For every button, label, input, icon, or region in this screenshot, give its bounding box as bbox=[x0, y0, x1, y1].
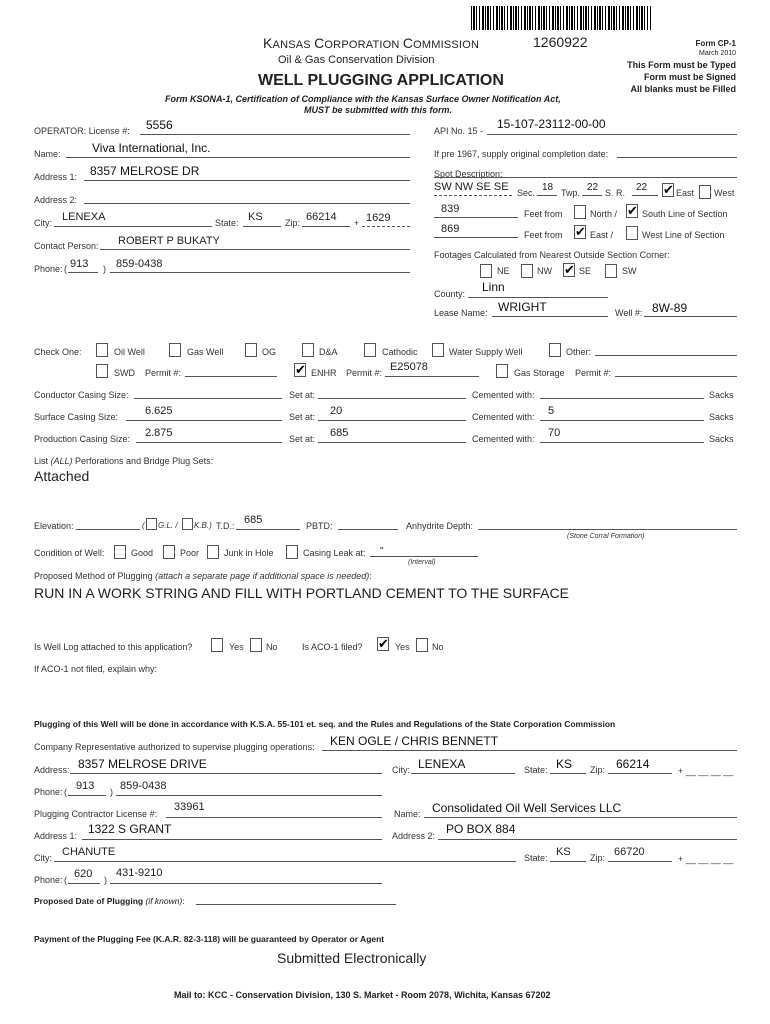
address2-label: Address 2: bbox=[34, 195, 78, 205]
da-checkbox[interactable] bbox=[302, 343, 314, 357]
south-checkbox[interactable]: ✔ bbox=[627, 203, 638, 218]
conductor-label: Conductor Casing Size: bbox=[34, 390, 129, 400]
perforations-label: List (ALL) Perforations and Bridge Plug Sets: bbox=[34, 456, 214, 466]
conductor-line[interactable] bbox=[134, 398, 282, 399]
name-line bbox=[66, 157, 410, 158]
state-line bbox=[243, 226, 281, 227]
pbtd-label: PBTD: bbox=[306, 521, 333, 531]
conductor-set-line[interactable] bbox=[318, 398, 466, 399]
plug-city-label: City: bbox=[392, 765, 410, 775]
well-log-no-label: No bbox=[266, 642, 278, 652]
plug-state-label: State: bbox=[524, 765, 548, 775]
stone-corral-note: (Stone Corral Formation) bbox=[567, 533, 645, 540]
og-label: OG bbox=[262, 347, 277, 357]
contractor-addr2-line bbox=[438, 839, 737, 840]
conductor-cem-label: Cemented with: bbox=[472, 390, 535, 400]
feet-ns[interactable]: 839 bbox=[441, 203, 460, 215]
phone-paren-close: ) bbox=[103, 264, 106, 274]
operator-zip[interactable]: 66214 bbox=[306, 211, 337, 223]
swd-permit-line[interactable] bbox=[185, 376, 277, 377]
aco-yes-checkbox[interactable]: ✔ bbox=[378, 636, 389, 651]
address1-line bbox=[84, 180, 410, 181]
surface-set-line bbox=[318, 420, 466, 421]
address1-label: Address 1: bbox=[34, 172, 78, 182]
se-checkbox[interactable]: ✔ bbox=[564, 262, 575, 277]
operator-name[interactable]: Viva International, Inc. bbox=[92, 141, 211, 155]
check-one-label: Check One: bbox=[34, 347, 82, 357]
api-number[interactable]: 15-107-23112-00-00 bbox=[497, 117, 606, 131]
swd-checkbox[interactable] bbox=[96, 364, 108, 378]
good-label: Good bbox=[131, 548, 154, 558]
twp-label: Twp. bbox=[561, 188, 581, 198]
plug-address[interactable]: 8357 MELROSE DRIVE bbox=[78, 757, 207, 771]
gas-well-label: Gas Well bbox=[187, 347, 224, 357]
contractor-addr1-line bbox=[82, 839, 382, 840]
pre1967-line[interactable] bbox=[617, 157, 737, 158]
gl-label: G.L. / bbox=[158, 521, 178, 530]
kb-label: K.B.) bbox=[194, 521, 212, 530]
contractor-name-label: Name: bbox=[394, 809, 421, 819]
operator-address1[interactable]: 8357 MELROSE DR bbox=[90, 164, 200, 178]
well-number[interactable]: 8W-89 bbox=[652, 301, 688, 315]
plug-phone[interactable]: 859-0438 bbox=[120, 780, 167, 792]
north-checkbox[interactable] bbox=[574, 205, 586, 219]
contractor-phone-paren-close: ) bbox=[104, 875, 107, 885]
interval-note: (Interval) bbox=[408, 559, 436, 566]
lease-name[interactable]: WRIGHT bbox=[498, 300, 547, 314]
plug-state-line bbox=[550, 773, 586, 774]
method-label: Proposed Method of Plugging (attach a separate page if additional space is needed): bbox=[34, 571, 372, 581]
casing-leak-checkbox[interactable] bbox=[286, 545, 298, 559]
aco-yes-label: Yes bbox=[395, 642, 410, 652]
se-label: SE bbox=[579, 266, 592, 276]
operator-city[interactable]: LENEXA bbox=[62, 211, 106, 223]
surface-sacks: Sacks bbox=[709, 412, 734, 422]
plug-zip-label: Zip: bbox=[590, 765, 606, 775]
enhr-permit-line bbox=[385, 376, 479, 377]
perforations-value[interactable]: Attached bbox=[34, 468, 90, 484]
production-line bbox=[136, 442, 282, 443]
junk-checkbox[interactable] bbox=[207, 545, 219, 559]
city-line bbox=[54, 226, 212, 227]
plus-sign: + bbox=[354, 218, 360, 228]
nw-label: NW bbox=[537, 266, 552, 276]
aco-no-checkbox[interactable] bbox=[416, 638, 428, 652]
conductor-sacks: Sacks bbox=[709, 390, 734, 400]
west-line-label: West Line of Section bbox=[642, 230, 725, 240]
county-label: County: bbox=[434, 289, 466, 299]
contact-line bbox=[100, 249, 410, 250]
state-label: State: bbox=[215, 218, 239, 228]
zip-label: Zip: bbox=[285, 218, 301, 228]
enhr-checkbox[interactable]: ✔ bbox=[295, 362, 306, 377]
cathodic-checkbox[interactable] bbox=[364, 343, 376, 357]
cathodic-label: Cathodic bbox=[382, 347, 418, 357]
sw-label: SW bbox=[622, 266, 637, 276]
production-cem-line bbox=[540, 442, 704, 443]
da-label: D&A bbox=[319, 347, 338, 357]
division-name: Oil & Gas Conservation Division bbox=[278, 54, 435, 66]
api-label: API No. 15 - bbox=[434, 126, 484, 136]
contractor-name-line bbox=[424, 817, 737, 818]
west-label: West bbox=[714, 188, 735, 198]
well-log-no-checkbox[interactable] bbox=[250, 638, 262, 652]
plug-phone-label: Phone: bbox=[34, 787, 63, 797]
water-supply-label: Water Supply Well bbox=[449, 347, 523, 357]
surface-cem-label: Cemented with: bbox=[472, 412, 535, 422]
td-label: T.D.: bbox=[216, 521, 235, 531]
county[interactable]: Linn bbox=[482, 280, 505, 294]
twp-line bbox=[582, 195, 602, 196]
plug-phone-line bbox=[116, 795, 382, 796]
plug-phone-area[interactable]: 913 bbox=[76, 780, 95, 792]
plug-address-label: Address: bbox=[34, 765, 70, 775]
statute-text: Plugging of this Well will be done in accordance with K.S.A. 55-101 et. seq. and the Rules and Regulations of the State Corporation Commission bbox=[34, 719, 616, 729]
surface-size[interactable]: 6.625 bbox=[145, 405, 173, 417]
good-checkbox[interactable] bbox=[114, 545, 126, 559]
lease-line bbox=[492, 316, 608, 317]
west2-checkbox[interactable] bbox=[626, 226, 638, 240]
county-line bbox=[468, 297, 608, 298]
phone-area[interactable]: 913 bbox=[70, 258, 89, 270]
other-line[interactable] bbox=[595, 355, 737, 356]
contractor-phone[interactable]: 431-9210 bbox=[116, 867, 163, 879]
production-set-label: Set at: bbox=[289, 434, 316, 444]
phone-label: Phone: bbox=[34, 264, 63, 274]
plug-state[interactable]: KS bbox=[556, 757, 573, 771]
barcode bbox=[471, 6, 651, 30]
sec-label: Sec. bbox=[517, 188, 536, 198]
license-line bbox=[140, 134, 410, 135]
plug-city[interactable]: LENEXA bbox=[418, 757, 466, 771]
plug-zip-ext[interactable]: + __ __ __ __ bbox=[678, 766, 734, 776]
aco-label: Is ACO-1 filed? bbox=[302, 642, 363, 652]
well-no-label: Well #: bbox=[615, 308, 643, 318]
casing-leak-line bbox=[370, 556, 478, 557]
swd-label: SWD bbox=[114, 368, 135, 378]
west-checkbox[interactable] bbox=[699, 185, 711, 199]
well-log-yes-label: Yes bbox=[229, 642, 244, 652]
contractor-city-label: City: bbox=[34, 853, 52, 863]
contractor-zip-label: Zip: bbox=[590, 853, 606, 863]
plug-address-line bbox=[70, 773, 382, 774]
og-checkbox[interactable] bbox=[245, 343, 257, 357]
kb-checkbox[interactable] bbox=[182, 518, 193, 530]
aco-explain-label: If ACO-1 not filed, explain why: bbox=[34, 664, 158, 674]
east-checkbox[interactable]: ✔ bbox=[663, 182, 674, 197]
other-checkbox[interactable] bbox=[549, 343, 561, 357]
production-set[interactable]: 685 bbox=[330, 427, 349, 439]
address2-line[interactable] bbox=[84, 203, 410, 204]
conductor-set-label: Set at: bbox=[289, 390, 316, 400]
surface-set-label: Set at: bbox=[289, 412, 316, 422]
casing-leak-value[interactable]: " bbox=[380, 546, 384, 557]
plug-phone-paren-open: ( bbox=[64, 787, 67, 797]
doc-number: 1260922 bbox=[533, 34, 588, 50]
contractor-license-line bbox=[166, 817, 382, 818]
east2-checkbox[interactable]: ✔ bbox=[575, 224, 586, 239]
ne-checkbox[interactable] bbox=[480, 264, 492, 278]
operator-license[interactable]: 5556 bbox=[146, 118, 173, 132]
gas-storage-permit-label: Permit #: bbox=[575, 368, 612, 378]
well-no-line bbox=[644, 316, 737, 317]
form-title: WELL PLUGGING APPLICATION bbox=[258, 72, 504, 89]
sec-line bbox=[537, 195, 557, 196]
well-log-yes-checkbox[interactable] bbox=[211, 638, 223, 652]
gas-storage-label: Gas Storage bbox=[514, 368, 565, 378]
south-line-label: South Line of Section bbox=[642, 209, 728, 219]
range-line bbox=[632, 195, 658, 196]
aco-no-label: No bbox=[432, 642, 444, 652]
east-label: East bbox=[676, 188, 695, 198]
contractor-license-label: Plugging Contractor License #: bbox=[34, 809, 158, 819]
requirement-typed: This Form must be Typed bbox=[627, 60, 736, 70]
surface-set[interactable]: 20 bbox=[330, 405, 343, 417]
contractor-zip[interactable]: 66720 bbox=[614, 846, 645, 858]
contact-label: Contact Person: bbox=[34, 241, 99, 251]
ksona-note: Form KSONA-1, Certification of Compliance with the Kansas Surface Owner Notification Act, bbox=[165, 94, 561, 104]
contractor-zip-line bbox=[608, 861, 672, 862]
plug-zip-line bbox=[608, 773, 672, 774]
poor-label: Poor bbox=[180, 548, 200, 558]
form-date: March 2010 bbox=[699, 50, 736, 57]
gas-storage-checkbox[interactable] bbox=[496, 364, 508, 378]
pre1967-label: If pre 1967, supply original completion date: bbox=[434, 149, 609, 159]
feet-ew[interactable]: 869 bbox=[441, 223, 460, 235]
poor-checkbox[interactable] bbox=[163, 545, 175, 559]
water-supply-checkbox[interactable] bbox=[432, 343, 444, 357]
requirement-filled: All blanks must be Filled bbox=[630, 84, 736, 94]
production-cem-label: Cemented with: bbox=[472, 434, 535, 444]
total-depth[interactable]: 685 bbox=[244, 514, 263, 526]
zip-ext-line bbox=[362, 226, 410, 227]
phone-area-line bbox=[68, 272, 98, 273]
range[interactable]: 22 bbox=[636, 182, 648, 193]
payment-note: Payment of the Plugging Fee (K.A.R. 82-3-118) will be guaranteed by Operator or Agent bbox=[34, 934, 385, 944]
contractor-addr2-label: Address 2: bbox=[392, 831, 436, 841]
feet-from-ew-label: Feet from bbox=[524, 230, 563, 240]
well-log-label: Is Well Log attached to this application? bbox=[34, 642, 193, 652]
contractor-city[interactable]: CHANUTE bbox=[62, 846, 116, 858]
gas-storage-permit-line[interactable] bbox=[615, 376, 737, 377]
casing-leak-label: Casing Leak at: bbox=[303, 548, 366, 558]
contact-person[interactable]: ROBERT P BUKATY bbox=[118, 235, 220, 247]
oil-well-label: Oil Well bbox=[114, 347, 145, 357]
surface-label: Surface Casing Size: bbox=[34, 412, 119, 422]
surface-line bbox=[126, 420, 282, 421]
oil-well-checkbox[interactable] bbox=[96, 343, 108, 357]
api-line bbox=[487, 134, 737, 135]
phone-paren-open: ( bbox=[64, 264, 67, 274]
condition-label: Condition of Well: bbox=[34, 548, 105, 558]
production-label: Production Casing Size: bbox=[34, 434, 131, 444]
operator-state[interactable]: KS bbox=[248, 211, 263, 223]
spot-desc-line bbox=[434, 177, 737, 178]
gl-checkbox[interactable] bbox=[146, 518, 157, 530]
operator-zip-ext[interactable]: 1629 bbox=[366, 212, 391, 224]
contractor-city-line bbox=[54, 861, 516, 862]
rep-label: Company Representative authorized to supervise plugging operations: bbox=[34, 742, 315, 752]
north-label: North / bbox=[590, 209, 618, 219]
production-set-line bbox=[318, 442, 466, 443]
surface-cem-line bbox=[540, 420, 704, 421]
township[interactable]: 22 bbox=[587, 182, 599, 193]
spot-label: Spot Description: bbox=[434, 169, 503, 179]
ne-label: NE bbox=[497, 266, 510, 276]
zip-line bbox=[302, 226, 350, 227]
enhr-permit-label: Permit #: bbox=[346, 368, 383, 378]
submitted-electronically: Submitted Electronically bbox=[277, 950, 427, 966]
anhydrite-line[interactable] bbox=[478, 529, 737, 530]
feet-from-ns-label: Feet from bbox=[524, 209, 563, 219]
lease-label: Lease Name: bbox=[434, 308, 488, 318]
proposed-date-line[interactable] bbox=[196, 904, 396, 905]
td-line bbox=[236, 529, 300, 530]
contractor-phone-area[interactable]: 620 bbox=[74, 868, 93, 880]
city-label: City: bbox=[34, 218, 52, 228]
swd-permit-label: Permit #: bbox=[145, 368, 182, 378]
conductor-cem-line[interactable] bbox=[540, 398, 704, 399]
elevation-paren: ( bbox=[142, 521, 145, 530]
method-value[interactable]: RUN IN A WORK STRING AND FILL WITH PORTLAND CEMENT TO THE SURFACE bbox=[34, 585, 569, 601]
enhr-permit[interactable]: E25078 bbox=[390, 361, 428, 373]
contractor-phone-label: Phone: bbox=[34, 875, 63, 885]
contractor-state-label: State: bbox=[524, 853, 548, 863]
section[interactable]: 18 bbox=[542, 182, 554, 193]
form-id: Form CP-1 bbox=[695, 39, 736, 48]
production-size[interactable]: 2.875 bbox=[145, 427, 173, 439]
agency-name: KANSAS CORPORATION COMMISSION bbox=[263, 35, 480, 51]
company-rep[interactable]: KEN OGLE / CHRIS BENNETT bbox=[330, 734, 499, 748]
surface-cemented[interactable]: 5 bbox=[548, 405, 555, 417]
range-label: S. R. bbox=[605, 188, 626, 198]
plug-phone-paren-close: ) bbox=[110, 787, 113, 797]
contractor-phone-line bbox=[110, 883, 382, 884]
production-cemented[interactable]: 70 bbox=[548, 427, 561, 439]
enhr-label: ENHR bbox=[311, 368, 337, 378]
name-label: Name: bbox=[34, 149, 61, 159]
phone-number[interactable]: 859-0438 bbox=[116, 258, 163, 270]
nw-checkbox[interactable] bbox=[521, 264, 533, 278]
plug-phone-area-line bbox=[68, 795, 106, 796]
requirement-signed: Form must be Signed bbox=[643, 72, 736, 82]
feet-ew-line bbox=[434, 237, 518, 238]
contractor-addr1-label: Address 1: bbox=[34, 831, 78, 841]
mail-to: Mail to: KCC - Conservation Division, 130 S. Market - Room 2078, Wichita, Kansas 67202 bbox=[174, 990, 551, 1000]
pbtd-line[interactable] bbox=[338, 529, 398, 530]
spot-description[interactable]: SW NW SE SE bbox=[434, 181, 509, 193]
elevation-label: Elevation: bbox=[34, 521, 74, 531]
contractor-license[interactable]: 33961 bbox=[174, 801, 205, 813]
plug-city-line bbox=[411, 773, 515, 774]
contractor-state[interactable]: KS bbox=[556, 846, 571, 858]
spot-line bbox=[434, 195, 512, 196]
contractor-name[interactable]: Consolidated Oil Well Services LLC bbox=[432, 801, 622, 815]
feet-ns-line bbox=[434, 217, 518, 218]
other-label: Other: bbox=[566, 347, 592, 357]
east2-label: East / bbox=[590, 230, 614, 240]
rep-line bbox=[322, 750, 737, 751]
contractor-state-line bbox=[550, 861, 586, 862]
license-label: OPERATOR: License #: bbox=[34, 126, 130, 136]
contractor-addr2[interactable]: PO BOX 884 bbox=[446, 822, 516, 836]
elevation-line[interactable] bbox=[76, 529, 140, 530]
ksona-note-2: MUST be submitted with this form. bbox=[304, 105, 452, 115]
sw-checkbox[interactable] bbox=[605, 264, 617, 278]
phone-line bbox=[110, 272, 410, 273]
junk-label: Junk in Hole bbox=[224, 548, 274, 558]
contractor-phone-area-line bbox=[68, 883, 100, 884]
contractor-zip-ext[interactable]: + __ __ __ __ bbox=[678, 854, 734, 864]
anhydrite-label: Anhydrite Depth: bbox=[406, 521, 474, 531]
proposed-date-label: Proposed Date of Plugging (if known): bbox=[34, 896, 185, 906]
plug-zip[interactable]: 66214 bbox=[616, 757, 650, 771]
contractor-addr1[interactable]: 1322 S GRANT bbox=[88, 822, 172, 836]
gas-well-checkbox[interactable] bbox=[169, 343, 181, 357]
contractor-phone-paren-open: ( bbox=[64, 875, 67, 885]
footages-label: Footages Calculated from Nearest Outside Section Corner: bbox=[434, 250, 670, 260]
production-sacks: Sacks bbox=[709, 434, 734, 444]
